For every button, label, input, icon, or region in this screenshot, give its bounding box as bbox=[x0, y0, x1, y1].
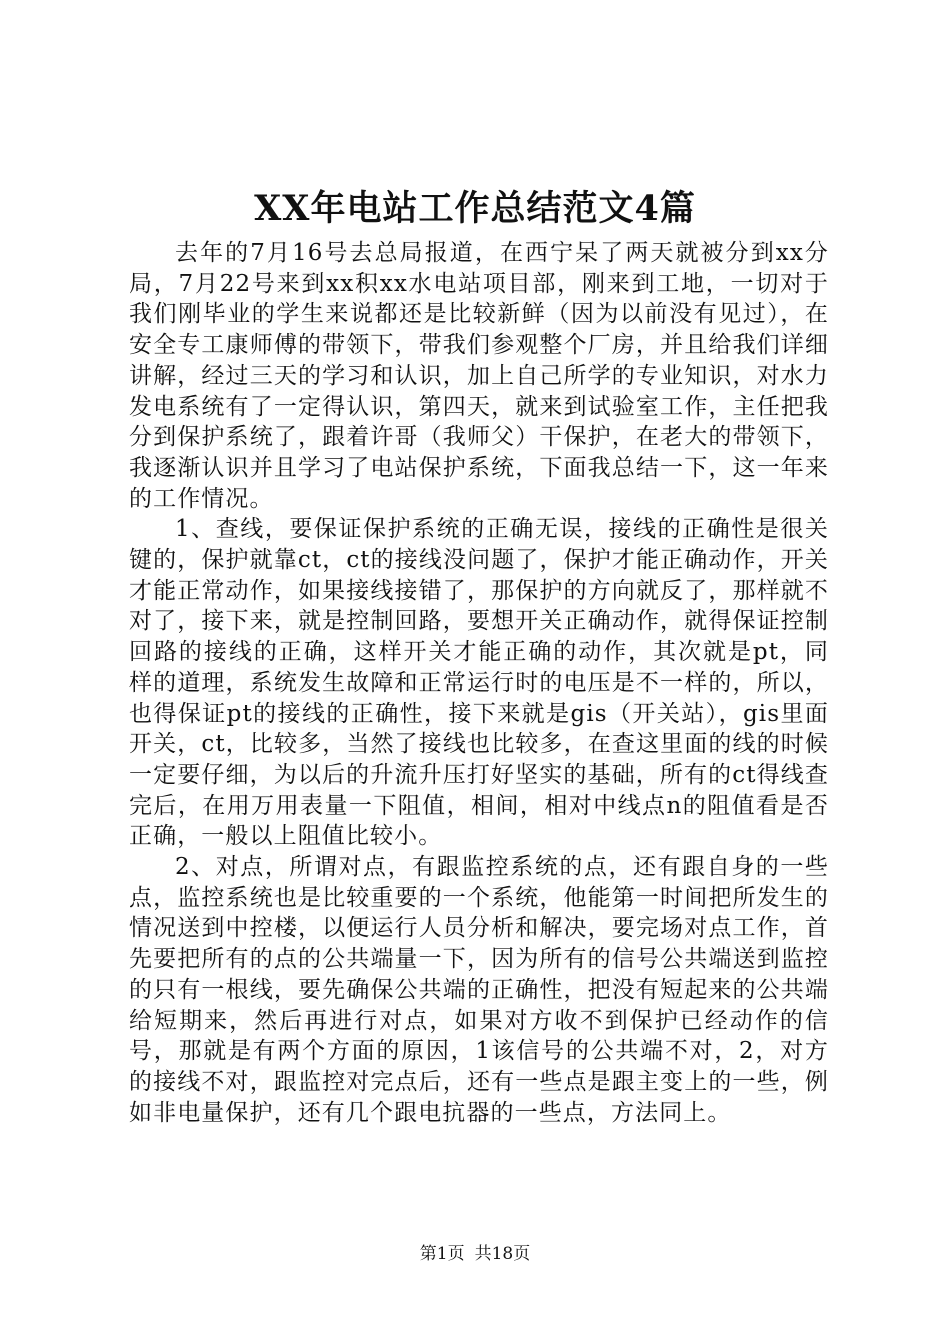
page-number: 第1页 bbox=[419, 1244, 465, 1264]
document-title: XX年电站工作总结范文4篇 bbox=[254, 188, 696, 229]
page-total: 共18页 bbox=[474, 1244, 531, 1264]
paragraph-point-check: 2、对点，所谓对点，有跟监控系统的点，还有跟自身的一些点，监控系统也是比较重要的一个系统，他能第一时间把所发生的情况送到中控楼，以便运行人员分析和解决，要完场对点工作，首先要把所有的点的公共端量一下，因为所有的信号公共端送到监控的只有一根线，要先确保公共端的正确性，把没有短起来的公共端给短期来，然后再进行对点，如果对方收不到保护已经动作的信号，那就是有两个方面的原因，1该信号的公共端不对，2，对方的接线不对，跟监控对完点后，还有一些点是跟主变上的一些，例如非电量保护，还有几个跟电抗器的一些点，方法同上。 bbox=[129, 854, 829, 1126]
page-footer bbox=[0, 1242, 950, 1266]
paragraph-intro: 去年的7月16号去总局报道，在西宁呆了两天就被分到xx分局，7月22号来到xx积xx水电站项目部，刚来到工地，一切对于我们刚毕业的学生来说都还是比较新鲜（因为以前没有见过），在安全专工康师傅的带领下，带我们参观整个厂房，并且给我们详细讲解，经过三天的学习和认识，加上自己所学的专业知识，对水力发电系统有了一定得认识，第四天，就来到试验室工作，主任把我分到保护系统了，跟着许哥（我师父）干保护，在老大的带领下，我逐渐认识并且学习了电站保护系统，下面我总结一下，这一年来的工作情况。 bbox=[129, 240, 829, 512]
paragraph-check-wiring: 1、查线，要保证保护系统的正确无误，接线的正确性是很关键的，保护就靠ct，ct的接线没问题了，保护才能正确动作，开关才能正常动作，如果接线接错了，那保护的方向就反了，那样就不对了，接下来，就是控制回路，要想开关正确动作，就得保证控制回路的接线的正确，这样开关才能正确的动作，其次就是pt，同样的道理，系统发生故障和正常运行时的电压是不一样的，所以，也得保证pt的接线的正确性，接下来就是gis（开关站），gis里面开关，ct，比较多，当然了接线也比较多，在查这里面的线的时候一定要仔细，为以后的升流升压打好坚实的基础，所有的ct得线查完后，在用万用表量一下阻值，相间，相对中线点n的阻值看是否正确，一般以上阻值比较小。 bbox=[129, 516, 829, 850]
document-body bbox=[129, 238, 829, 1128]
